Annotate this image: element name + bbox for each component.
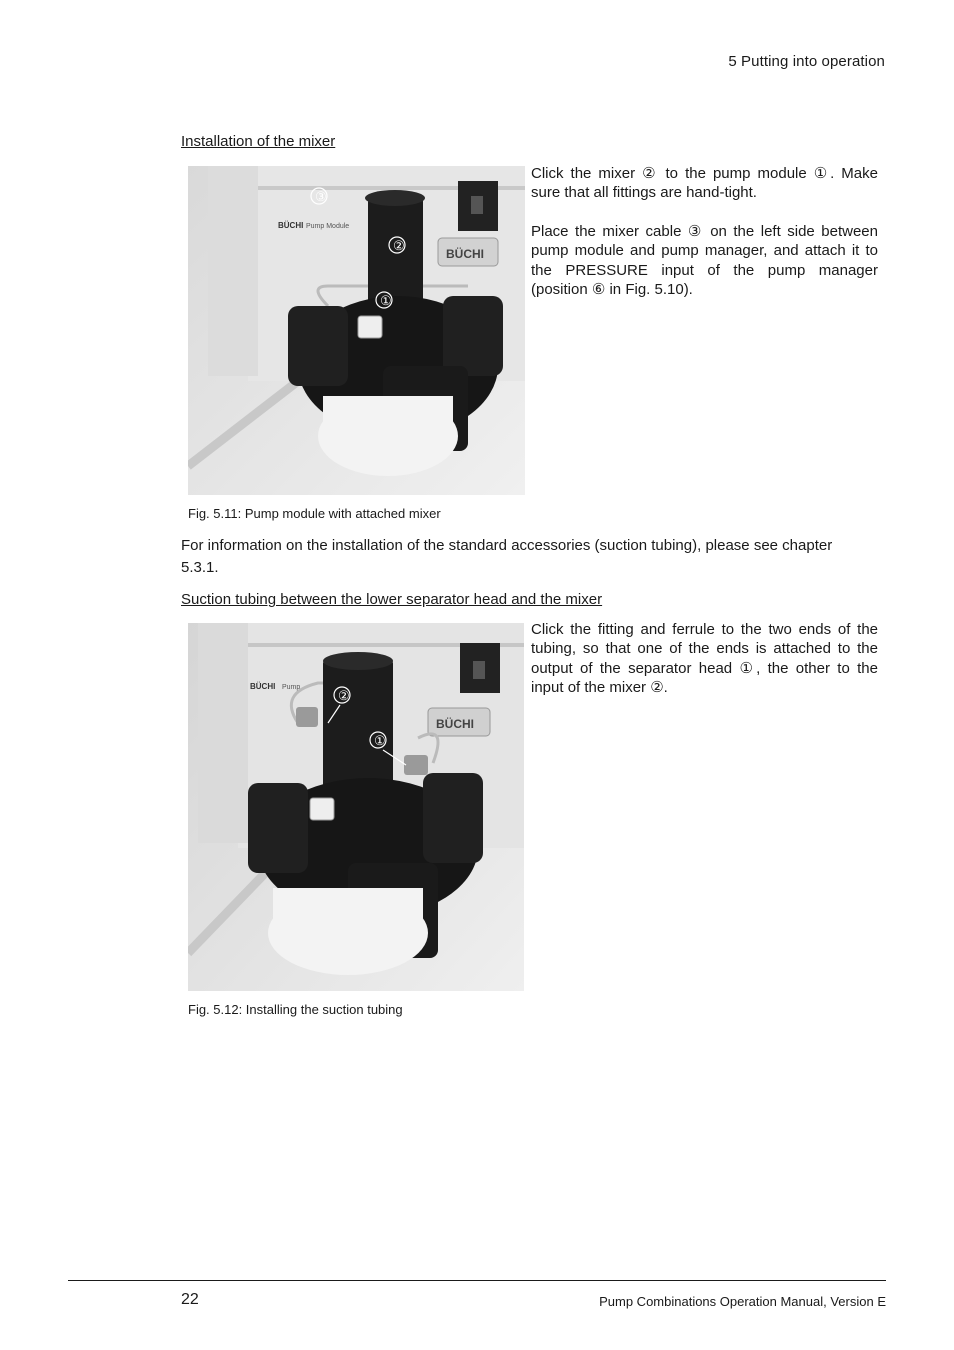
brand-label-2: BÜCHI bbox=[250, 682, 276, 691]
mixer-instruction-1: Click the mixer ② to the pump module ①. Make sure that all fittings are hand-tight. bbox=[531, 165, 878, 202]
running-header: 5 Putting into operation bbox=[728, 53, 885, 70]
mixer-instruction-2: Place the mixer cable ③ on the left side between pump module and pump manager, and attach it to the PRESSURE input of the pump manager (position ⑥ in Fig. 5.10). bbox=[531, 223, 878, 299]
figure-5-11-photo bbox=[188, 166, 525, 495]
figure-caption-5-11: Fig. 5.11: Pump module with attached mixer bbox=[188, 506, 441, 521]
callout-2: ② bbox=[393, 238, 405, 253]
info-paragraph: For information on the installation of the standard accessories (suction tubing), please see chapter 5.3.1. bbox=[181, 537, 833, 576]
module-label-2: Pump bbox=[282, 684, 301, 691]
page-number: 22 bbox=[181, 1291, 199, 1308]
callout-2-fig2: ② bbox=[338, 688, 350, 703]
footer-document-title: Pump Combinations Operation Manual, Version E bbox=[599, 1294, 886, 1309]
footer-divider bbox=[68, 1280, 886, 1281]
section-title-mixer: Installation of the mixer bbox=[181, 133, 336, 150]
section-title-suction-tubing: Suction tubing between the lower separator head and the mixer bbox=[181, 591, 603, 608]
module-label: Pump Module bbox=[306, 223, 350, 230]
suction-tubing-instruction: Click the fitting and ferrule to the two ends of the tubing, so that one of the ends is attached to the output of the separator head ①, the other to the input of the mixer ②. bbox=[531, 621, 878, 697]
svg-text:BÜCHI: BÜCHI bbox=[436, 717, 474, 731]
svg-text:BÜCHI: BÜCHI bbox=[446, 247, 484, 261]
callout-1: ① bbox=[380, 293, 392, 308]
brand-label: BÜCHI bbox=[278, 221, 304, 230]
figure-5-12-photo bbox=[188, 623, 524, 991]
callout-3: ③ bbox=[315, 189, 327, 204]
figure-caption-5-12: Fig. 5.12: Installing the suction tubing bbox=[188, 1002, 403, 1017]
callout-1-fig2: ① bbox=[374, 733, 386, 748]
